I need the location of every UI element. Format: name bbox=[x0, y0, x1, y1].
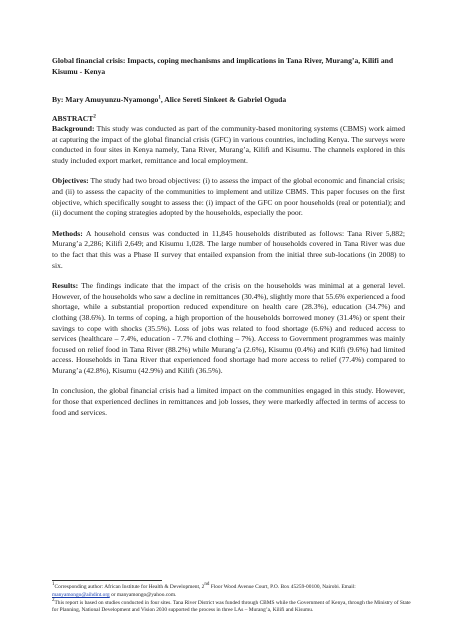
abstract-heading bbox=[52, 113, 405, 124]
results-paragraph bbox=[52, 281, 405, 376]
background-text: This study was conducted as part of the community-based monitoring systems (CBMS) work aimed at capturing the impact of the global financial crisis (GFC) in various countries, including Kenya. The surveys were conducted in four sites in Kenya namely, Tana River, Murang’a, Kilifi and Kisumu. The channels explored in this study included export market, remittance and local employment. bbox=[52, 124, 405, 165]
footnote-1-text: Corresponding author: African Institute for Health & Development, 2 bbox=[54, 584, 205, 590]
footnote-1-text-3: or manyamongo@yahoo.com. bbox=[109, 591, 177, 598]
paper-body bbox=[52, 55, 405, 418]
authors-prefix: By: bbox=[52, 95, 66, 104]
author-line bbox=[52, 94, 405, 105]
authors-rest: , Alice Sereti Sinkeet & Gabriel Oguda bbox=[160, 95, 287, 104]
background-label: Background: bbox=[52, 124, 95, 133]
results-text: The findings indicate that the impact of the crisis on the households was minimal at a general level. However, of the households who saw a decline in remittances (30.4%), slightly more that 55.6% experienced a food shortage, while a substantial proportion reduced expenditure on health care (28.3%), education (34.7%) and clothing (38.6%). In terms of coping, a high proportion of the households borrowed money (31.4%) or spent their savings to cope with shocks (35.5%). Loss of jobs was related to food shortage (6.6%) and reduced access to services (healthcare – 7.4%, education - 7.7% and clothing – 7%). Access to Government programmes was mainly focused on relief food in Tana River (88.2%) while Murang’a (2.6%), Kisumu (0.4%) and Kilfi (9.6%) had limited access. Households in Tana River that experienced food shortage had more access to relief (77.4%) compared to Murang’a (42.8%), Kisumu (42.9%) and Kilifi (36.5%). bbox=[52, 281, 405, 375]
author-1-footnote-marker: 1 bbox=[158, 95, 161, 101]
objectives-text: The study had two broad objectives: (i) to assess the impact of the global economic and financial crisis; and (ii) to assess the capacity of the communities to implement and utilize CBMS. This paper focuses on the first objective, which specifically sought to assess the: (i) impact of the GFC on poor households (real or potential); and (ii) document the coping strategies adopted by the households, especially the poor. bbox=[52, 176, 405, 218]
footnotes bbox=[52, 584, 412, 615]
footnote-1-ordinal: nd bbox=[204, 582, 210, 588]
paper-title: Global financial crisis: Impacts, coping mechanisms and implications in Tana River, Murang’a, Kilifi and Kisumu - Kenya bbox=[52, 56, 394, 76]
methods-paragraph bbox=[52, 229, 405, 271]
author-1: Mary Amuyunzu-Nyamongo bbox=[65, 95, 159, 104]
conclusion-paragraph: In conclusion, the global financial crisis had a limited impact on the communities engaged in this study. However, for those that experienced declines in remittances and job losses, they were markedly affected in terms of access to food and services. bbox=[52, 386, 405, 417]
footnote-2-marker: 2 bbox=[52, 597, 55, 603]
footnote-2-text: This report is based on studies conducted in four sites. Tana River District was funded through CBMS while the Government of Kenya, through the Ministry of State for Planning, National Development and Vision 2030 supported the process in three LAs – Murang’a, Kilifi and Kisumu. bbox=[52, 599, 411, 614]
footnote-1 bbox=[52, 584, 412, 600]
abstract-heading-text: ABSTRACT bbox=[52, 114, 94, 123]
footnote-1-text-2: Floor Wood Avenue Court, P.O. Box 45259-00100, Nairobi. Email: bbox=[209, 584, 356, 590]
footnote-divider bbox=[52, 580, 162, 581]
footnote-1-marker: 1 bbox=[52, 582, 55, 588]
results-label: Results: bbox=[52, 281, 79, 291]
email-link[interactable]: manyamongo@aihdint.org bbox=[52, 591, 110, 598]
abstract-footnote-marker: 2 bbox=[93, 114, 96, 120]
objectives-paragraph bbox=[52, 176, 405, 218]
background-paragraph bbox=[52, 124, 405, 166]
methods-label: Methods: bbox=[52, 228, 83, 238]
objectives-label: Objectives: bbox=[52, 176, 89, 186]
methods-text: A household census was conducted in 11,845 households distributed as follows: Tana River 5,882; Murang’a 2,286; Kilifi 2,649; and Kisumu 1,028. The large number of households covered in Tana River was due to the fact that this was a Phase II survey that entailed expansion from the initial three sub-locations (in 2008) to six. bbox=[52, 228, 405, 270]
footnote-2 bbox=[52, 597, 412, 616]
